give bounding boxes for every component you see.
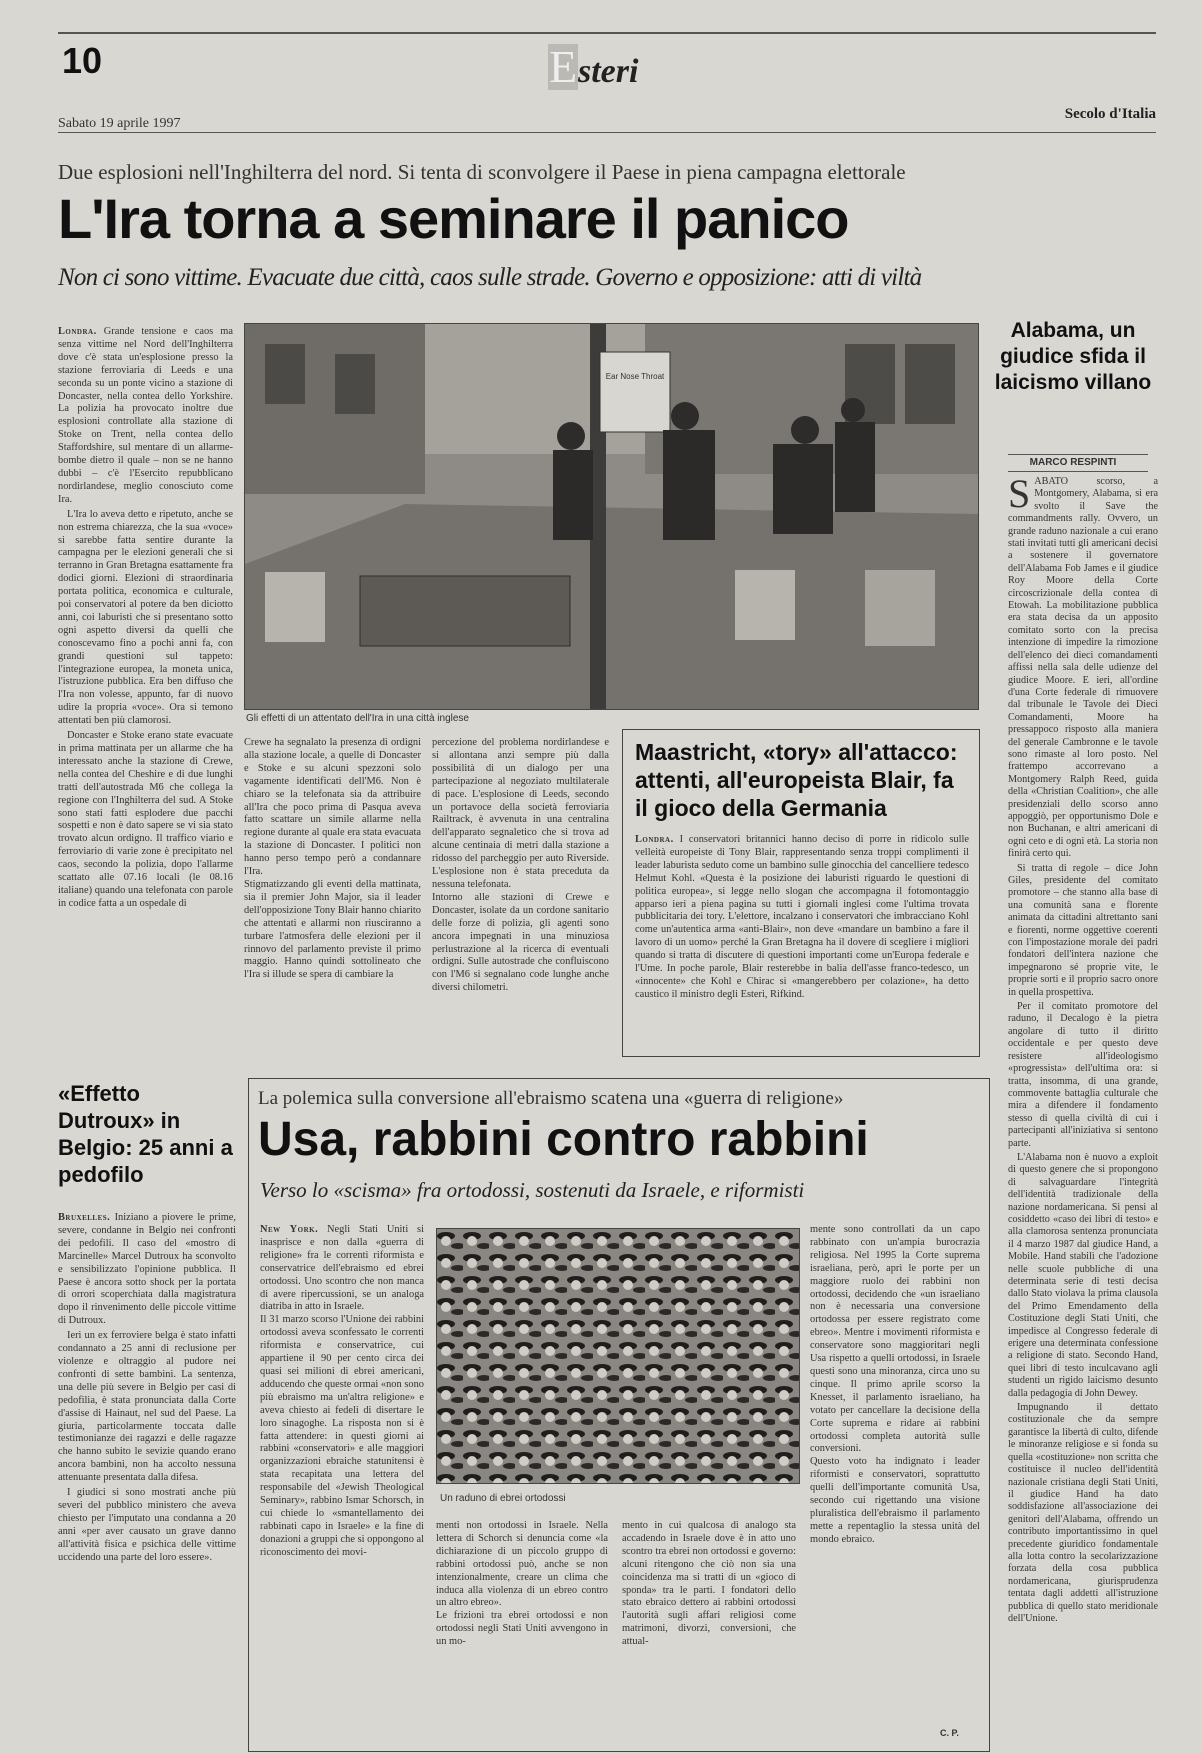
section-title — [548, 41, 639, 92]
maastricht-dateline: Londra. — [635, 834, 674, 845]
dutroux-headline: «Effetto Dutroux» in Belgio: 25 anni a pedofilo — [58, 1081, 233, 1187]
rabbini-kicker: La polemica sulla conversione all'ebraismo scatena una «guerra di religione» — [258, 1088, 844, 1109]
alabama-headline: Alabama, un giudice sfida il laicismo villano — [994, 319, 1152, 394]
ira-column-2 — [244, 737, 421, 1049]
rabbini-paragraph: Negli Stati Uniti si inasprisce e non dalla «guerra di religione» fra le correnti riformista e conservatrice dell'ebraismo ed ebrei ortodossi. Uno scontro che non manca di avere ripercussioni, se un analoga diatriba in atto in Israele. Il 31 marzo scorso l'Unione dei rabbini ortodossi aveva sconfessato le correnti riformista e conservatrice, cui appartiene il 90 per cento circa dei quasi sei milioni di ebrei americani, adducendo che queste ormai «non sono più ebraismo ma un'altra religione» e aveva chiesto ai fedeli di disertare le loro sinagoghe. La risposta non si è fatta attendere: in questi giorni ai rabbini «conservatori» e alle maggiori organizzazioni ebraiche statunitensi è stata recapitata una lettera del responsabile del «Jewish Theological Seminary», rabbino Ismar Schorsch, in cui chiede lo «smantellamento dei rabbinati capo in Israele» e la fine di donazioni a gruppi che si oppongono al riconoscimento dei movi- — [260, 1224, 424, 1558]
alabama-paragraph: Impugnando il dettato costituzionale che da sempre garantisce la libertà di culto, difende le minoranze religiose e si fonda su quella «costituzione» non scritta che costituisce il nucleo dell'identità nazionale cristiana degli Stati Uniti, il giudice Hand ha dato soddisfazione all'associazione dei genitori dell'Alabama, offrendo un contributo importantissimo in quel precedente giuridico fondamentale alla lotta contro la secolarizzazione forzata della cosa pubblica nordamericana, giurisprudenza tentata dagli addetti all'istruzione pubblica di quello stato meridionale dell'Unione. — [1008, 1402, 1158, 1624]
rabbini-subheadline: Verso lo «scisma» fra ortodossi, sostenuti da Israele, e riformisti — [260, 1178, 805, 1202]
section-name: steri — [578, 53, 639, 90]
ira-paragraph: percezione del problema nordirlandese e si allontana anzi sempre più dalla possibilità di un dialogo per una partecipazione al negoziato multilaterale di pace. L'esplosione di Leeds, secondo un portavoce della società ferroviaria Railtrack, è avvenuta in una centralina dell'apparato segnaletico che si trova ad alcune centinaia di metri dalla stazione a ridosso del parcheggio per auto Riverside. L'esplosione non è stata preceduta da nessuna telefonata. Intorno alle stazioni di Crewe e Doncaster, isolate da un cordone sanitario delle forze di polizia, gli agenti sono ancora impegnati in una minuziosa perlustrazione al la ricerca di eventuali ordigni. Sulle autostrade che confluiscono con l'M6 si segnalano code lunghe anche diversi chilometri. — [432, 737, 609, 994]
alabama-column — [1008, 476, 1158, 1745]
ira-column-1 — [58, 326, 233, 1020]
top-rule — [58, 32, 1156, 34]
rabbini-dateline: New York. — [260, 1224, 319, 1235]
ira-paragraph: Grande tensione e caos ma senza vittime nel Nord dell'Inghilterra dove c'è stata un'esplosione presso la stazione ferroviaria di Leeds e una seconda su un ponte vicino a stazione di Doncaster, nella contea dello Yorkshire. La polizia ha provocato inoltre due esplosioni controllate alla stazione di Stoke on Trent, nella contea dello Staffordshire, sul mentare di un allarme-bombe dietro il quale – non se ne hanno dubbi – c'è l'Esercito repubblicano nordirlandese, meglio conosciuto come Ira. — [58, 326, 233, 505]
rabbini-photo — [436, 1228, 800, 1484]
ira-dateline: Londra. — [58, 326, 97, 337]
maastricht-headline: Maastricht, «tory» all'attacco: attenti, all'europeista Blair, fa il gioco della Germania — [635, 739, 958, 821]
rabbini-signature: C. P. — [940, 1728, 959, 1738]
header-rule — [58, 132, 1156, 133]
rabbini-photo-caption: Un raduno di ebrei ortodossi — [440, 1493, 566, 1504]
alabama-paragraph: Per il comitato promotore del raduno, il Decalogo è la pietra angolare di tutto il diritto occidentale e per questo deve resistere all'ideologismo «progressista» dell'ultima ora: si tratta, insomma, di una grande, commovente battaglia culturale che mira a difendere il fondamento stesso di quella civiltà di cui i partecipanti all'iniziativa si sentono parte. — [1008, 1001, 1158, 1149]
dutroux-column — [58, 1212, 236, 1748]
ira-paragraph: Crewe ha segnalato la presenza di ordigni alla stazione locale, a quelle di Doncaster e Stoke e su alcuni spezzoni solo vagamente identificati dell'M6. Non è chiaro se la telefonata sia da attribuire all'Ira che poco prima di Pasqua aveva fatto scattare un simile allarme nella regione durante al quale era stata evacuata la stazione di Doncaster. I politici non hanno perso tempo però a condannare l'Ira. Stigmatizzando gli eventi della mattinata, sia il premier John Major, sia il leader dell'opposizione Tony Blair hanno chiarito che attentati e allarmi non riusciranno a turbare l'atmosfera delle elezioni per il rinnovo del parlamento previste il primo maggio. Hanno quindi sottolineato che l'Ira si illude se spera di cambiare la — [244, 737, 421, 981]
rabbini-paragraph: mento in cui qualcosa di analogo sta accadendo in Israele dove è in atto uno scontro tra ebrei non ortodossi e governo: alcuni ritengono che ciò non sia una coincidenza ma si tratti di un «gioco di sponda» tra le parti. I fondatori dello stato ebraico dettero ai rabbini ortodossi l'autorità sugli affari religiosi come matrimoni, divorzi, conversioni, che attual- — [622, 1520, 796, 1648]
alabama-rule-bottom — [1008, 471, 1148, 472]
alabama-rule-top — [1008, 454, 1148, 455]
alabama-paragraph: ABATO scorso, a Montgomery, Alabama, si era svolto il Save the commandments rally. Ovvero, un grande raduno nazionale a cui erano stati invitati tutti gli americani decisi a sostenere il governatore dell'Alabama Fob James e il giudice Roy Moore della Corte circoscrizionale della contea di Etowah. La mobilitazione pubblica era stata decisa da un apposito comitato sorto con la precisa intenzione di impedire la rimozione dell'elenco dei dieci comandamenti affissi nella sala delle udienze del giudice Moore. E ieri, all'ordine d'una Corte federale di rimuovere dal tribunale le Tavole dei Dieci Comandamenti, Moore ha pressappoco risposto alla maniera del generale Cambronne e le tavole sono rimaste al loro posto. Nel frattempo accorrevano a Montgomery Ralph Reed, guida della «Christian Coalition», che alle presidenziali dello scorso anno appoggiò, per opportunismo Dole e non Buchanan, e altri americani di ogni ceto e di ogni età. La storia non finirà certo qui. — [1008, 476, 1158, 860]
section-initial: E — [548, 41, 578, 92]
rabbini-photo-illustration — [437, 1229, 799, 1483]
dutroux-paragraph: Iniziano a piovere le prime, severe, condanne in Belgio nei confronti dei pedofili. Il caso del «mostro di Marcinelle» Marcel Dutroux ha sconvolto e sensibilizzato l'opinione pubblica. Il Paese è ancora sotto shock per la portata di orrori scoperchiata dalla magistratura dopo il rinvenimento delle piccole vittime di Dutroux. — [58, 1212, 236, 1327]
ira-subheadline: Non ci sono vittime. Evacuate due città, caos sulle strade. Governo e opposizione: atti di viltà — [58, 264, 922, 291]
dutroux-paragraph: Ieri un ex ferroviere belga è stato infatti condannato a 25 anni di reclusione per violenze e oltraggio al pudore nei confronti di sette bambini. La sentenza, una delle più severe in Belgio per casi di pedofilia, è stata pronunciata dalla Corte d'assise di Hainaut, nel sud del Paese. La giuria, particolarmente toccata dalle testimonianze dei ragazzi e delle ragazze che hanno subito le sevizie quando erano ancora bambini, non ha accolto nessuna attenuante presentata dalla difesa. — [58, 1330, 236, 1484]
maastricht-paragraph: I conservatori britannici hanno deciso di porre in ridicolo sulle velleità europeiste di Tony Blair, rappresentando senza troppi complimenti il leader laburista seduto come un bambino sulle ginocchia del cancelliere tedesco Helmut Kohl. «Questa è la posizione dei laburisti riguardo le questioni di politica europea», si legge nello slogan che accompagna il fotomontaggio apparso ieri a piena pagina su tutti i giornali inglesi come l'ultima trovata pubblicitaria dei tory. L'elettore, incalzano i conservatori che imbracciano Kohl come un'autentica arma «anti-Blair», non deve «mandare un bambino a fare il lavoro di un uomo» perché la Gran Bretagna ha il dovere di scegliere i migliori quando si tratta di discutere di questioni importanti come un'Europa federale e l'Ume. In poche parole, Blair resterebbe in balia dell'asse franco-tedesco, un «innocente» che Kohl e Chirac si «mangerebbero per colazione», ha detto caustico il ministro degli Esteri, Rifkind. — [635, 834, 969, 1000]
alabama-paragraph: Si tratta di regole – dice John Giles, presidente del comitato promotore – che stanno alla base di una comunità sana e florente animata da cittadini altrettanto sani e fiorenti, norme oggettive coerenti con l'impostazione morale dei padri fondatori dell'intera nazione che impegnarono sé proprie vite, le proprie sorti e il proprio sacro onore in quella prospettiva. — [1008, 862, 1158, 998]
rabbini-paragraph: menti non ortodossi in Israele. Nella lettera di Schorch si denuncia come «la dichiarazione di un piccolo gruppo di rabbini ortodossi può, anche se non intenzionalmente, creare un clima che induca alla violenza di un ebreo contro un altro ebreo». Le frizioni tra ebrei ortodossi e non ortodossi negli Stati Uniti avvengono in un mo- — [436, 1520, 608, 1648]
ira-column-3 — [432, 737, 609, 1049]
page-number: 10 — [62, 40, 103, 81]
rabbini-column-3 — [622, 1520, 796, 1748]
newspaper-name: Secolo d'Italia — [1064, 106, 1156, 122]
alabama-byline: MARCO RESPINTI — [1029, 457, 1117, 468]
ira-paragraph: Doncaster e Stoke erano state evacuate in prima mattinata per un allarme che ha interessato anche la stazione di Crewe, nella contea del Cheshire e di due lunghi tratti dell'autostrada M6 che collega la regione con l'Inghilterra del sud. A Stoke sono stati fatti esplodere due pacchi sospetti e non è dato sapere se vi sia stato trovato alcun ordigno. Il traffico viario e ferroviario di varie zone è precipitato nel caos, secondo la polizia, dopo l'allarme scattato alle 07.16 locali (le 08.16 italiane) quando una telefonata con parole in codice fatta a un ospedale di — [58, 730, 233, 909]
rabbini-column-4 — [810, 1224, 980, 1724]
ira-paragraph: L'Ira lo aveva detto e ripetuto, anche se non estrema chiarezza, che la sua «voce» si sarebbe fatta sentire durante la campagna per le elezioni generali che si terranno in Gran Bretagna esattamente fra dodici giorni. Elezioni di straordinaria portata politica, economica e culturale, poi conservatori al potere da ben diciotto anni, coi laburisti che si presentano sotto ogni aspetto diversi da quelli che conoscevamo fino a pochi anni fa, con grandi questioni sul tappeto: l'integrazione europea, la moneta unica, l'istruzione pubblica. Era ben diffuso che l'Ira non volesse, appunto, far di nuovo udire la propria «voce». Ora si temono attentati ben più clamorosi. — [58, 508, 233, 727]
dutroux-dateline: Bruxelles. — [58, 1212, 111, 1223]
ira-photo-caption: Gli effetti di un attentato dell'Ira in una città inglese — [246, 713, 469, 724]
rabbini-headline: Usa, rabbini contro rabbini — [258, 1113, 869, 1166]
maastricht-body — [635, 834, 969, 1030]
alabama-paragraph: L'Alabama non è nuovo a exploit di questo genere che si propongono di salvaguardare l'integrità dell'identità tradizionale della nazione nordamericana. Si pensi al cosiddetto «caso dei libri di testo» e alla clamorosa sentenza pronunciata il 4 marzo 1987 dal giudice Hand, a Mobile. Hand stabilì che l'adozione nelle scuole pubbliche di una determinata serie di testi decisa dallo Stato violava la prima clausola del Primo Emendamento della Costituzione degli Stati Uniti, che impedisce al Congresso federale di erigere una determinata confessione a religione di stato. Secondo Hand, quei libri di testo inculcavano agli studenti un rigido laicismo desunto dalla pedagogia di John Dewey. — [1008, 1151, 1158, 1399]
ira-photo — [244, 323, 979, 710]
issue-date: Sabato 19 aprile 1997 — [58, 116, 181, 131]
alabama-dropcap: S — [1008, 476, 1031, 516]
ira-headline: L'Ira torna a seminare il panico — [58, 187, 849, 250]
ira-photo-illustration — [245, 324, 978, 709]
rabbini-paragraph: mente sono controllati da un capo rabbinato con un'ampia burocrazia religiosa. Nel 1995 la Corte suprema israeliana, però, aprì le porte per un maggiore ruolo dei rabbini non ortodossi, decidendo che «un israeliano non è necessaria una conversione ortodossa per essere registrato come ebreo». Mentre i movimenti riformista e conservatore sono maggioritari negli Usa rispetto a quelli ortodossi, in Israele questi sono una minoranza, circa uno su cinque. Il primo aprile scorso la Knesset, il parlamento israeliano, ha votato per cancellare la decisione della Corte suprema e ridare ai rabbini ortodossi completa autorità sulle conversioni. Questo voto ha indignato i leader riformisti e conservatori, soprattutto quelli dell'importante comunità Usa, secondo cui rigettando una visione pluralistica dell'ebraismo il parlamento mette a repentaglio la stessa unità del mondo ebraico. — [810, 1224, 980, 1545]
dutroux-paragraph: I giudici si sono mostrati anche più severi del pubblico ministero che aveva chiesto per l'imputato una condanna a 20 anni «per aver causato un grave danno all'attività fisica e psichica delle vittime uccidendo una parte del loro essere». — [58, 1487, 236, 1563]
rabbini-column-1 — [260, 1224, 424, 1744]
maastricht-box — [622, 729, 980, 1057]
rabbini-column-2 — [436, 1520, 608, 1748]
ira-kicker: Due esplosioni nell'Inghilterra del nord. Si tenta di sconvolgere il Paese in piena campagna elettorale — [58, 160, 906, 184]
sign-text: Ear Nose Throat — [605, 372, 665, 381]
